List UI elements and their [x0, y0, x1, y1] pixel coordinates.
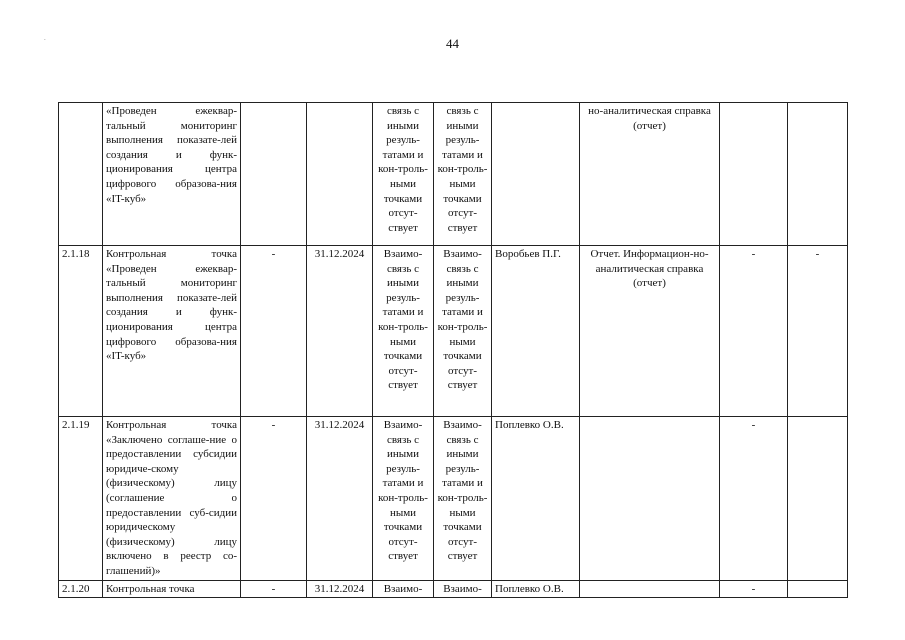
document-type: Отчет. Информацион-но-аналитическая справка (отчет): [580, 246, 720, 417]
row-number: 2.1.20: [59, 581, 103, 598]
link-next: связь с иными резуль-татами и кон-троль-ными точками отсут-ствует: [434, 103, 492, 246]
control-point-description: Контрольная точка: [103, 581, 241, 598]
control-point-description: Контрольная точка «Проведен ежеквар-тальный мониторинг выполнения показате-лей создания и функ-ционирования центра цифрового образова-ния «IT-куб»: [103, 246, 241, 417]
scan-mark: .: [44, 34, 46, 42]
row-number: [59, 103, 103, 246]
extra-column-10: [788, 581, 848, 598]
responsible-person: [492, 103, 580, 246]
extra-column-9: -: [720, 246, 788, 417]
control-point-description: Контрольная точка «Заключено соглаше-ние о предоставлении субсидии юридиче-скому (физическому) лицу (соглашение о предоставлении суб-сидии юридическому (физическому) лицу включено в реестр со-глашений)»: [103, 417, 241, 581]
extra-column-10: -: [788, 246, 848, 417]
link-next: Взаимо-связь с иными резуль-татами и кон-троль-ными точками отсут-ствует: [434, 417, 492, 581]
link-previous: Взаимо-: [373, 581, 434, 598]
table-row: [59, 246, 848, 417]
link-next: Взаимо-: [434, 581, 492, 598]
table-row: [59, 581, 848, 598]
end-date: [307, 103, 373, 246]
control-point-description: «Проведен ежеквар-тальный мониторинг выполнения показате-лей создания и функ-ционирования центра цифрового образова-ния «IT-куб»: [103, 103, 241, 246]
link-previous: связь с иными резуль-татами и кон-троль-ными точками отсут-ствует: [373, 103, 434, 246]
end-date: 31.12.2024: [307, 417, 373, 581]
row-number: 2.1.19: [59, 417, 103, 581]
end-date: 31.12.2024: [307, 581, 373, 598]
document-type: [580, 581, 720, 598]
link-next: Взаимо-связь с иными резуль-татами и кон-троль-ными точками отсут-ствует: [434, 246, 492, 417]
start-date: -: [241, 581, 307, 598]
extra-column-9: -: [720, 581, 788, 598]
page-number: 44: [446, 36, 459, 51]
extra-column-10: [788, 417, 848, 581]
table-row: [59, 103, 848, 246]
link-previous: Взаимо-связь с иными резуль-татами и кон-троль-ными точками отсут-ствует: [373, 417, 434, 581]
document-type: [580, 417, 720, 581]
row-number: 2.1.18: [59, 246, 103, 417]
responsible-person: Поплевко О.В.: [492, 581, 580, 598]
control-points-table: [58, 102, 848, 598]
responsible-person: Воробьев П.Г.: [492, 246, 580, 417]
extra-column-10: [788, 103, 848, 246]
extra-column-9: [720, 103, 788, 246]
start-date: -: [241, 417, 307, 581]
responsible-person: Поплевко О.В.: [492, 417, 580, 581]
link-previous: Взаимо-связь с иными резуль-татами и кон-троль-ными точками отсут-ствует: [373, 246, 434, 417]
extra-column-9: -: [720, 417, 788, 581]
end-date: 31.12.2024: [307, 246, 373, 417]
start-date: -: [241, 246, 307, 417]
document-type: но-аналитическая справка (отчет): [580, 103, 720, 246]
table-row: [59, 417, 848, 581]
start-date: [241, 103, 307, 246]
